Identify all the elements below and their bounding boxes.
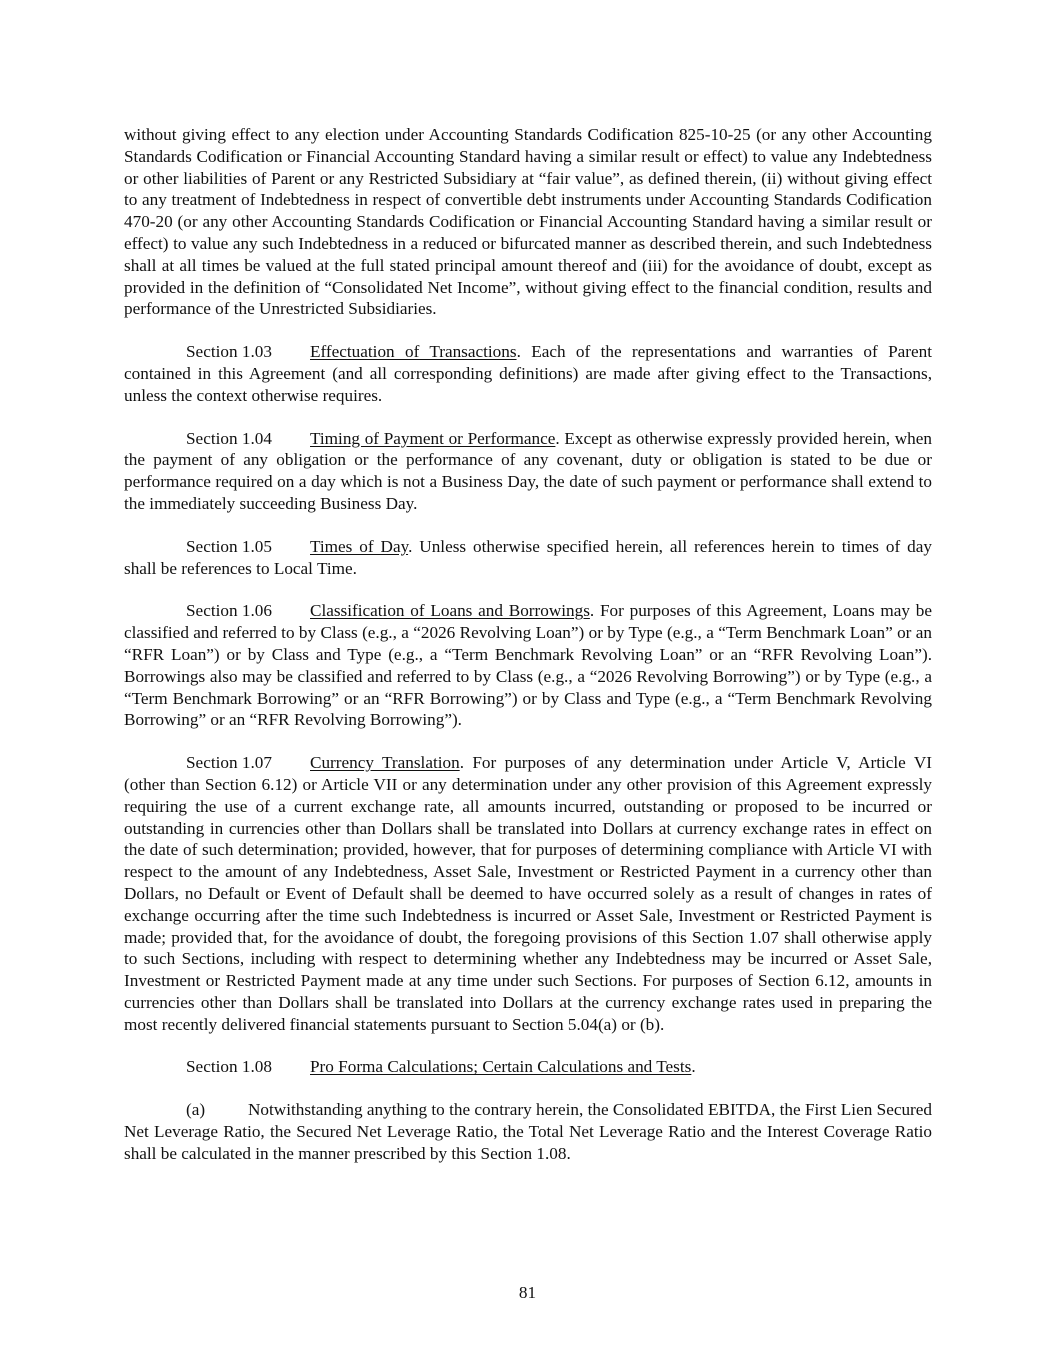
section-1-06: [124, 600, 932, 731]
section-title: Pro Forma Calculations; Certain Calculations and Tests: [310, 1057, 692, 1077]
section-text: . Except as otherwise expressly provided herein, when the payment of any obligation or the performance of any covenant, duty or obligation is stated to be due or performance required on a day which is not a Business Day, the date of such payment or performance shall extend to the immediately succeeding Business Day.: [124, 428, 932, 513]
section-number: Section 1.04: [186, 428, 272, 448]
section-1-04: [124, 428, 932, 515]
body-text: [124, 124, 932, 1186]
section-number: Section 1.08: [186, 1057, 272, 1077]
section-text: . Unless otherwise specified herein, all references herein to times of day shall be references to Local Time.: [124, 536, 932, 578]
page-number: 81: [518, 1283, 537, 1302]
section-title: Times of Day: [310, 536, 409, 556]
section-number: Section 1.07: [186, 753, 272, 773]
section-title: Currency Translation: [310, 753, 460, 773]
subsection-label: (a): [186, 1100, 206, 1120]
section-1-03: [124, 341, 932, 406]
section-1-05: [124, 536, 932, 580]
section-title: Timing of Payment or Performance: [310, 428, 556, 448]
section-text: . For purposes of this Agreement, Loans may be classified and referred to by Class (e.g., a “2026 Revolving Loan”) or by Type (e.g., a “Term Benchmark Loan” or an “RFR Loan”) or by Class and Type (e.g., a “Term Benchmark Revolving Loan” or an “RFR Revolving Loan”). Borrowings also may be classified and referred to by Class (e.g., a “2026 Revolving Borrowing”) or by Type (e.g., a “Term Benchmark Borrowing” or an “RFR Borrowing”) or by Class and Type (e.g., a “Term Benchmark Revolving Borrowing” or an “RFR Revolving Borrowing”).: [124, 601, 932, 730]
section-text: . Each of the representations and warranties of Parent contained in this Agreement (and all corresponding definitions) are made after giving effect to the Transactions, unless the context otherwise requires.: [124, 342, 932, 405]
section-title: Classification of Loans and Borrowings: [310, 601, 590, 621]
subsection-text: Notwithstanding anything to the contrary herein, the Consolidated EBITDA, the First Lien Secured Net Leverage Ratio, the Secured Net Leverage Ratio, the Total Net Leverage Ratio and the Interest Coverage Ratio shall be calculated in the manner prescribed by this Section 1.08.: [124, 1100, 932, 1163]
section-1-07: [124, 752, 932, 1035]
section-1-08: [124, 1056, 932, 1078]
section-number: Section 1.05: [186, 536, 272, 556]
subsection-a: [124, 1099, 932, 1164]
continuation-paragraph: without giving effect to any election under Accounting Standards Codification 825-10-25 (or any other Accounting Standards Codification or Financial Accounting Standard having a similar result or effect) to value any Indebtedness or other liabilities of Parent or any Restricted Subsidiary at “fair value”, as defined therein, (ii) without giving effect to any treatment of Indebtedness in respect of convertible debt instruments under Accounting Standards Codification 470-20 (or any other Accounting Standards Codification or Financial Accounting Standard having a similar result or effect) to value any such Indebtedness in a reduced or bifurcated manner as described therein, and such Indebtedness shall at all times be valued at the full stated principal amount thereof and (iii) for the avoidance of doubt, except as provided in the definition of “Consolidated Net Income”, without giving effect to the financial condition, results and performance of the Unrestricted Subsidiaries.: [124, 125, 932, 319]
section-title: Effectuation of Transactions: [310, 342, 517, 362]
section-number: Section 1.03: [186, 342, 272, 362]
section-text: .: [691, 1057, 696, 1077]
section-number: Section 1.06: [186, 601, 272, 621]
section-text: . For purposes of any determination under Article V, Article VI (other than Section 6.12) or Article VII or any determination under any other provision of this Agreement expressly requiring the use of a current exchange rate, all amounts incurred, outstanding or proposed to be incurred or outstanding in currencies other than Dollars shall be translated into Dollars at currency exchange rates in effect on the date of such determination; provided, however, that for purposes of determining compliance with Article VI with respect to the amount of any Indebtedness, Asset Sale, Investment or Restricted Payment in a currency other than Dollars, no Default or Event of Default shall be deemed to have occurred solely as a result of changes in rates of exchange occurring after the time such Indebtedness is incurred or Asset Sale, Investment or Restricted Payment is made; provided that, for the avoidance of doubt, the foregoing provisions of this Section 1.07 shall otherwise apply to such Sections, including with respect to determining whether any Indebtedness may be incurred or Asset Sale, Investment or Restricted Payment made at any time under such Sections. For purposes of Section 6.12, amounts in currencies other than Dollars shall be translated into Dollars at the currency exchange rates used in preparing the most recently delivered financial statements pursuant to Section 5.04(a) or (b).: [124, 753, 932, 1034]
